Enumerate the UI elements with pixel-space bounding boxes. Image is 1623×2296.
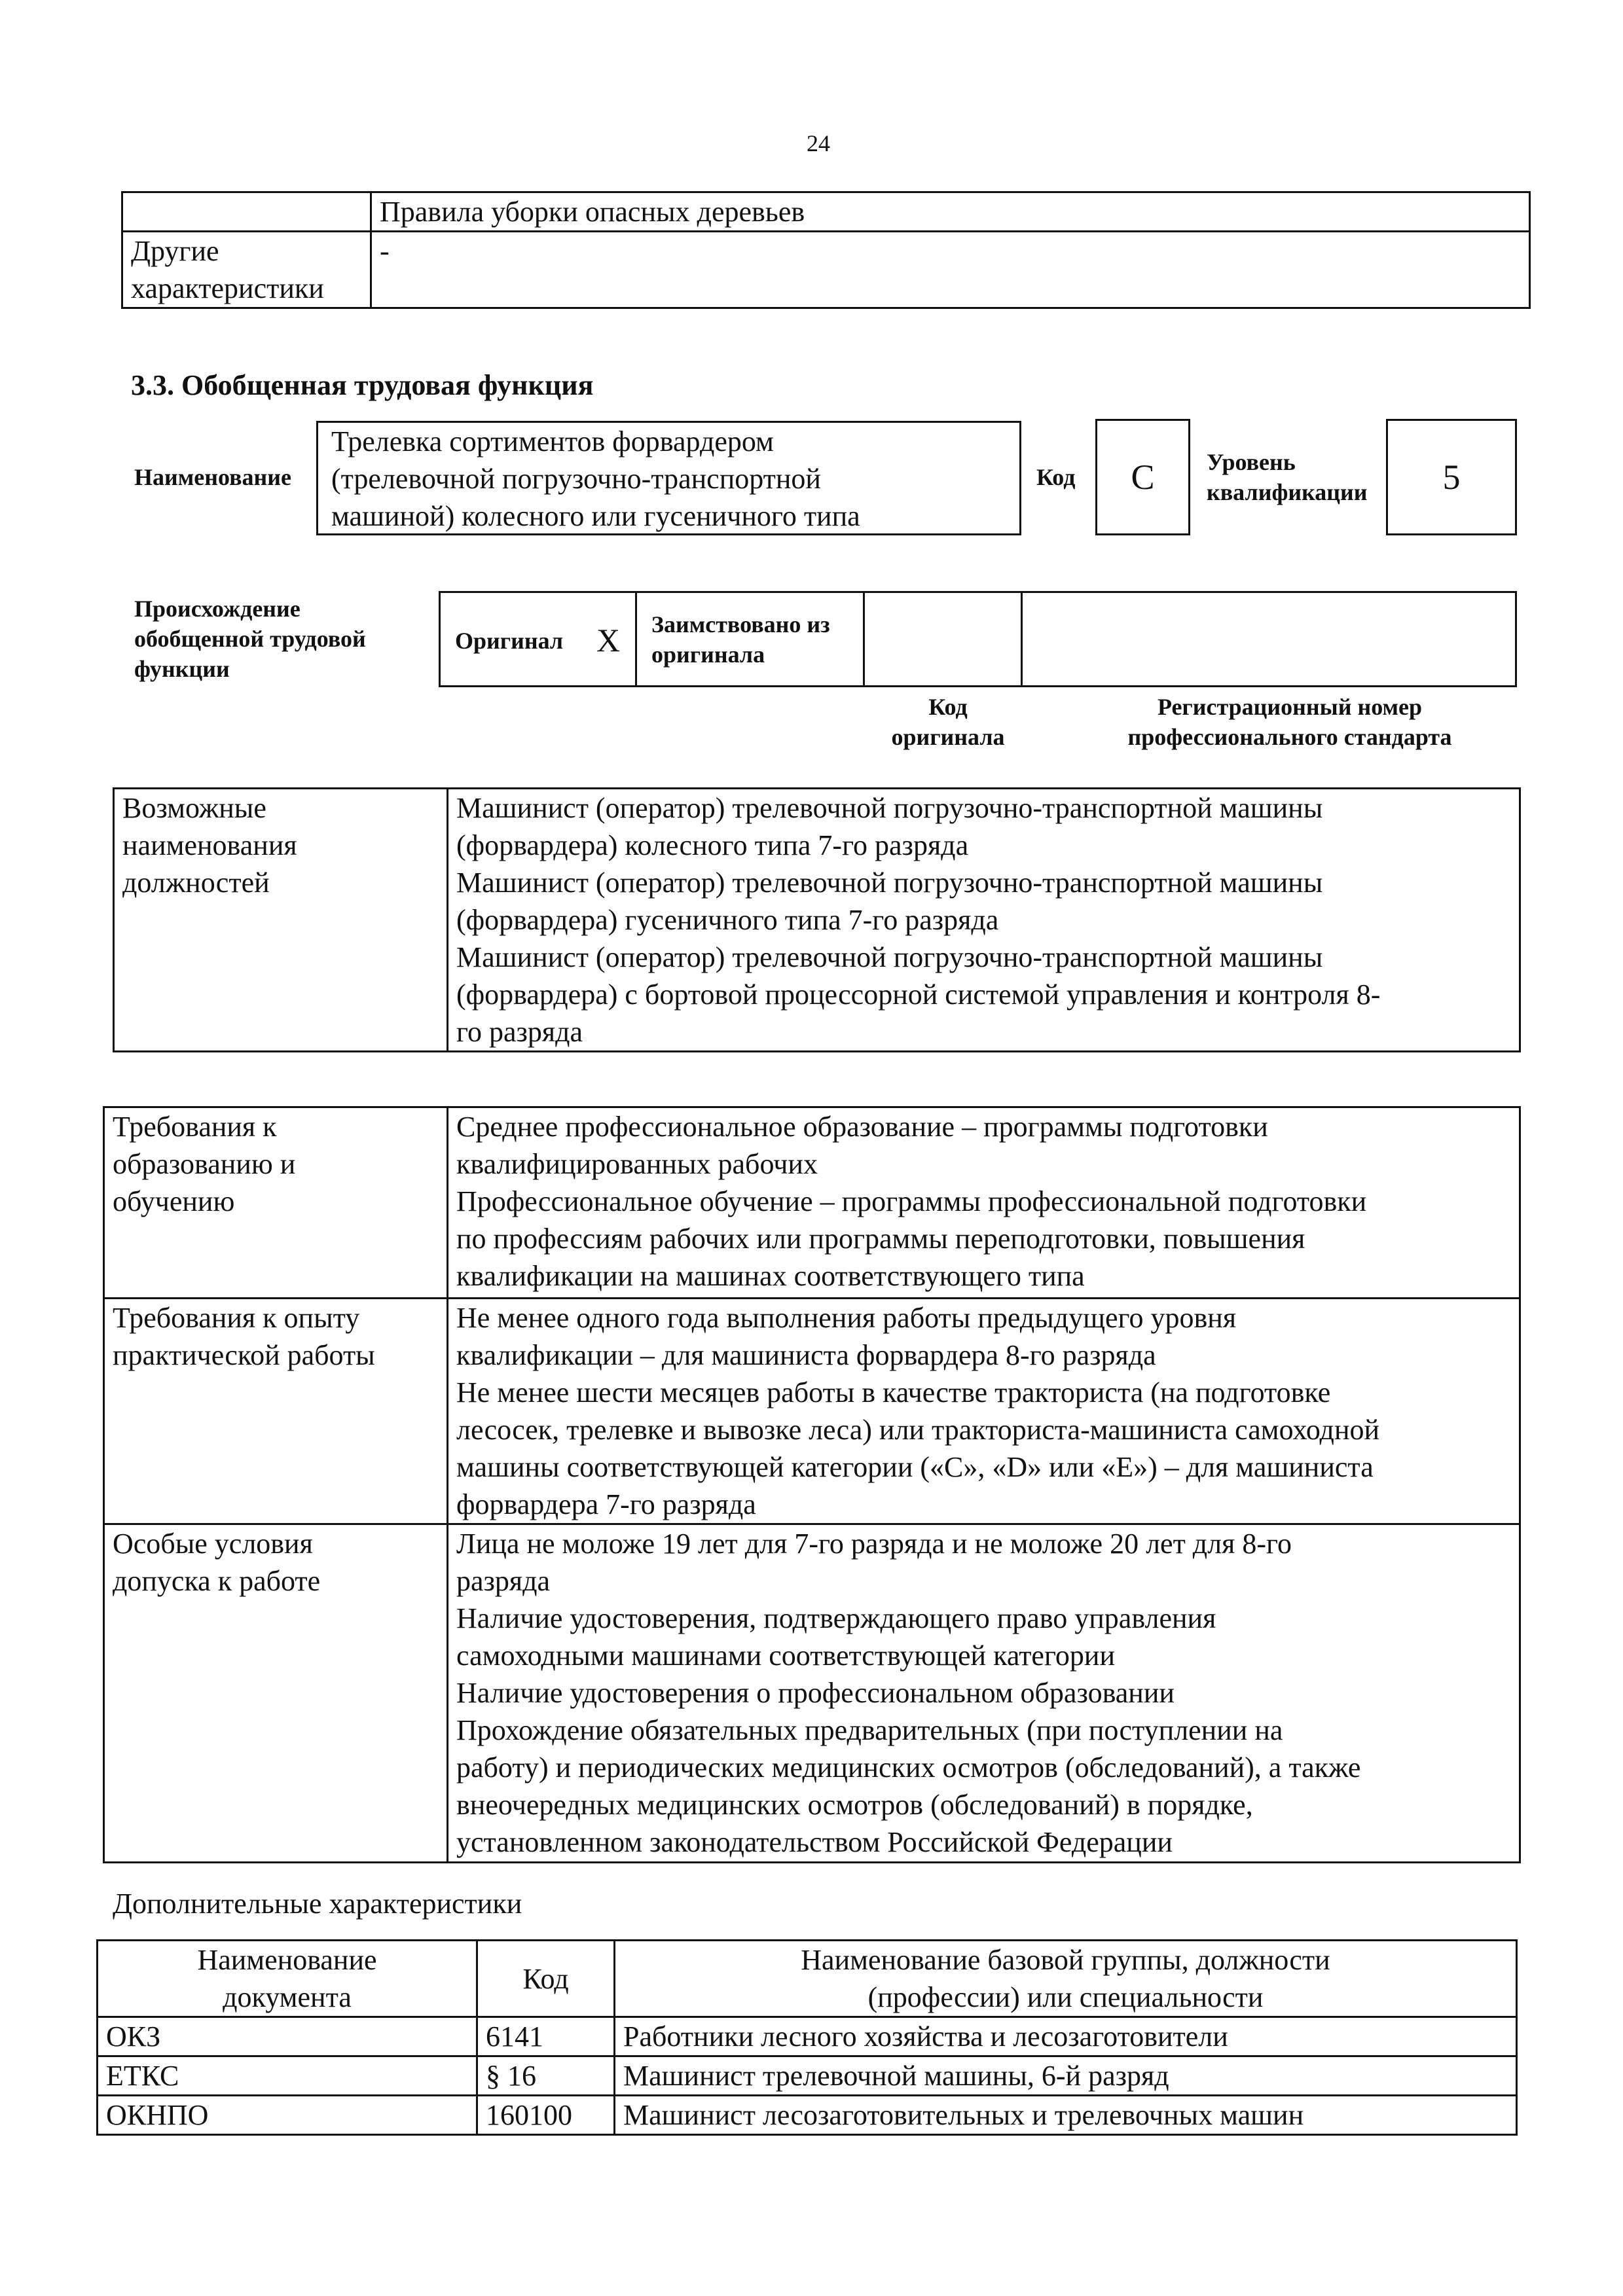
row-name: Машинист лесозаготовительных и трелевочных машин	[615, 2096, 1517, 2135]
name-label: Наименование	[134, 464, 291, 490]
special-conditions-label: Особые условия допуска к работе	[104, 1524, 448, 1863]
code-value-box: C	[1095, 419, 1190, 535]
header-name: Наименование базовой группы, должности (профессии) или специальности	[615, 1941, 1517, 2017]
special-conditions: Лица не моложе 19 лет для 7-го разряда и не моложе 20 лет для 8-го разряда Наличие удостоверения, подтверждающего право управления самоходными машинами соответствующей категории Наличие удостоверения о профессиональном образовании Прохождение обязательных предварительных (при поступлении на работу) и периодических медицинских осмотров (обследований), а также внеочередных медицинских осмотров (обследований) в порядке, установленном законодательством Российской Федерации	[448, 1524, 1520, 1863]
top-table-empty-cell	[122, 192, 371, 232]
borrowed-label: Заимствовано из оригинала	[651, 611, 830, 668]
top-table-row1-value: Правила уборки опасных деревьев	[371, 192, 1530, 232]
position-line: Машинист (оператор) трелевочной погрузочно-транспортной машины	[456, 867, 1323, 899]
divider	[1021, 591, 1023, 687]
row-name: Работники лесного хозяйства и лесозаготовители	[615, 2017, 1517, 2056]
position-line: (форвардера) с бортовой процессорной системой управления и контроля 8-	[456, 978, 1381, 1011]
table-row	[98, 2056, 1517, 2096]
header-code: Код	[477, 1941, 615, 2017]
additional-table	[96, 1939, 1518, 2136]
position-line: (форвардера) гусеничного типа 7-го разряда	[456, 904, 999, 936]
divider	[863, 591, 865, 687]
table-row	[98, 2096, 1517, 2135]
original-mark: X	[596, 622, 621, 658]
position-line: (форвардера) колесного типа 7-го разряда	[456, 829, 969, 861]
level-label: Уровень квалификации	[1207, 449, 1368, 505]
section-title: 3.3. Обобщенная трудовая функция	[131, 369, 594, 401]
divider	[635, 591, 637, 687]
row-doc: ОКНПО	[98, 2096, 477, 2135]
positions-table	[113, 787, 1521, 1052]
row-doc: ЕТКС	[98, 2056, 477, 2096]
code-label: Код	[1036, 464, 1076, 490]
page-number: 24	[807, 130, 830, 156]
position-line: Машинист (оператор) трелевочной погрузочно-транспортной машины	[456, 792, 1323, 824]
row-code: § 16	[477, 2056, 615, 2096]
experience-label: Требования к опыту практической работы	[104, 1299, 448, 1524]
function-name-box: Трелевка сортиментов форвардером (трелевочной погрузочно-транспортной машиной) колесного или гусеничного типа	[316, 421, 1021, 535]
reg-number-caption: Регистрационный номер профессионального стандарта	[1127, 694, 1452, 750]
top-table-row2-label: Другие характеристики	[122, 232, 371, 308]
position-line: го разряда	[456, 1016, 583, 1048]
requirements-table	[103, 1106, 1521, 1863]
row-code: 160100	[477, 2096, 615, 2135]
experience-requirements: Не менее одного года выполнения работы предыдущего уровня квалификации – для машиниста форвардера 8-го разряда Не менее шести месяцев работы в качестве тракториста (на подготовке лесосек, трелевке и вывозке леса) или тракториста-машиниста самоходной машины соответствующей категории («C», «D» или «E») – для машиниста форвардера 7-го разряда	[448, 1299, 1520, 1524]
row-doc: ОКЗ	[98, 2017, 477, 2056]
education-requirements: Среднее профессиональное образование – программы подготовки квалифицированных рабочих Профессиональное обучение – программы профессиональной подготовки по профессиям рабочих или программы переподготовки, повышения квалификации на машинах соответствующего типа	[448, 1107, 1520, 1299]
top-table	[121, 191, 1531, 309]
row-name: Машинист трелевочной машины, 6-й разряд	[615, 2056, 1517, 2096]
origin-label: Происхождение обобщенной трудовой функции	[134, 596, 366, 682]
positions-list	[448, 789, 1520, 1052]
origin-boxes	[439, 591, 1517, 687]
level-value-box: 5	[1386, 419, 1517, 535]
code-original-caption: Код оригинала	[891, 694, 1005, 750]
header-document: Наименование документа	[98, 1941, 477, 2017]
additional-title: Дополнительные характеристики	[113, 1888, 522, 1920]
position-line: Машинист (оператор) трелевочной погрузочно-транспортной машины	[456, 941, 1323, 973]
top-table-row2-value: -	[371, 232, 1530, 308]
original-label: Оригинал	[455, 628, 564, 654]
positions-label: Возможные наименования должностей	[114, 789, 448, 1052]
education-label: Требования к образованию и обучению	[104, 1107, 448, 1299]
table-row	[98, 2017, 1517, 2056]
row-code: 6141	[477, 2017, 615, 2056]
